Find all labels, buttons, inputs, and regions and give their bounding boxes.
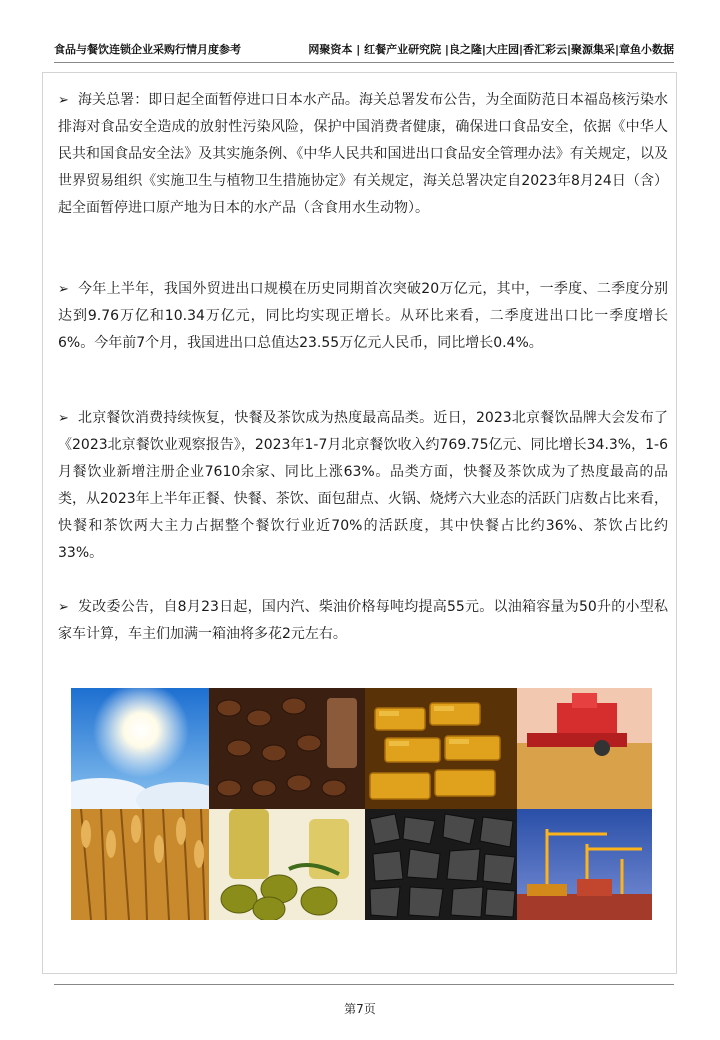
olive-oil-image [209, 809, 365, 920]
news-item [58, 594, 668, 648]
commodity-image-collage [71, 688, 652, 920]
arrow-bullet-icon: ➢ [58, 282, 69, 297]
footer-divider [54, 984, 674, 985]
arrow-bullet-icon: ➢ [58, 600, 69, 615]
port-cranes-image [517, 809, 652, 920]
news-text: 海关总署：即日起全面暂停进口日本水产品。海关总署发布公告，为全面防范日本福岛核污染水排海对食品安全造成的放射性污染风险，保护中国消费者健康，确保进口食品安全，依据《中华人民共和国食品安全法》及其实施条例、《中华人民共和国进出口食品安全管理办法》有关规定，以及世界贸易组织《实施卫生与植物卫生措施协定》有关规定，海关总署决定自2023年8月24日（含）起全面暂停进口原产地为日本的水产品（含食用水生动物）。 [58, 92, 668, 216]
news-text: 发改委公告，自8月23日起，国内汽、柴油价格每吨均提高55元。以油箱容量为50升的小型私家车计算，车主们加满一箱油将多花2元左右。 [58, 599, 668, 642]
news-text: 今年上半年，我国外贸进出口规模在历史同期首次突破20万亿元，其中，一季度、二季度分别达到9.76万亿和10.34万亿元，同比均实现正增长。从环比来看，二季度进出口比一季度增长6%。今年前7个月，我国进出口总值达23.55万亿元人民币，同比增长0.4%。 [58, 281, 668, 351]
arrow-bullet-icon: ➢ [58, 93, 69, 108]
news-text: 北京餐饮消费持续恢复，快餐及茶饮成为热度最高品类。近日，2023北京餐饮品牌大会发布了《2023北京餐饮业观察报告》，2023年1-7月北京餐饮收入约769.75亿元、同比增长34.3%，1-6月餐饮业新增注册企业7610余家、同比上涨63%。品类方面，快餐及茶饮成为了热度最高的品类，从2023年上半年正餐、快餐、茶饮、面包甜点、火锅、烧烤六大业态的活跃门店数占比来看，快餐和茶饮两大主力占据整个餐饮行业近70%的活跃度，其中快餐占比约36%、茶饮占比约33%。 [58, 410, 668, 561]
news-item [58, 87, 668, 222]
arrow-bullet-icon: ➢ [58, 411, 69, 426]
page-number: 第7页 [344, 1002, 376, 1016]
header-sources: 网聚资本 | 红餐产业研究院 |良之隆|大庄园|香汇彩云|聚源集采|章鱼小数据 [308, 43, 674, 56]
wheat-field-image [71, 809, 209, 920]
coal-image [365, 809, 517, 920]
gold-bars-image [365, 688, 517, 809]
news-item [58, 276, 668, 357]
sun-sky-image [71, 688, 209, 809]
header-divider [54, 62, 674, 63]
page-header [54, 38, 674, 60]
header-title: 食品与餐饮连锁企业采购行情月度参考 [54, 43, 241, 56]
news-item [58, 405, 668, 567]
coffee-beans-image [209, 688, 365, 809]
combine-harvester-image [517, 688, 652, 809]
